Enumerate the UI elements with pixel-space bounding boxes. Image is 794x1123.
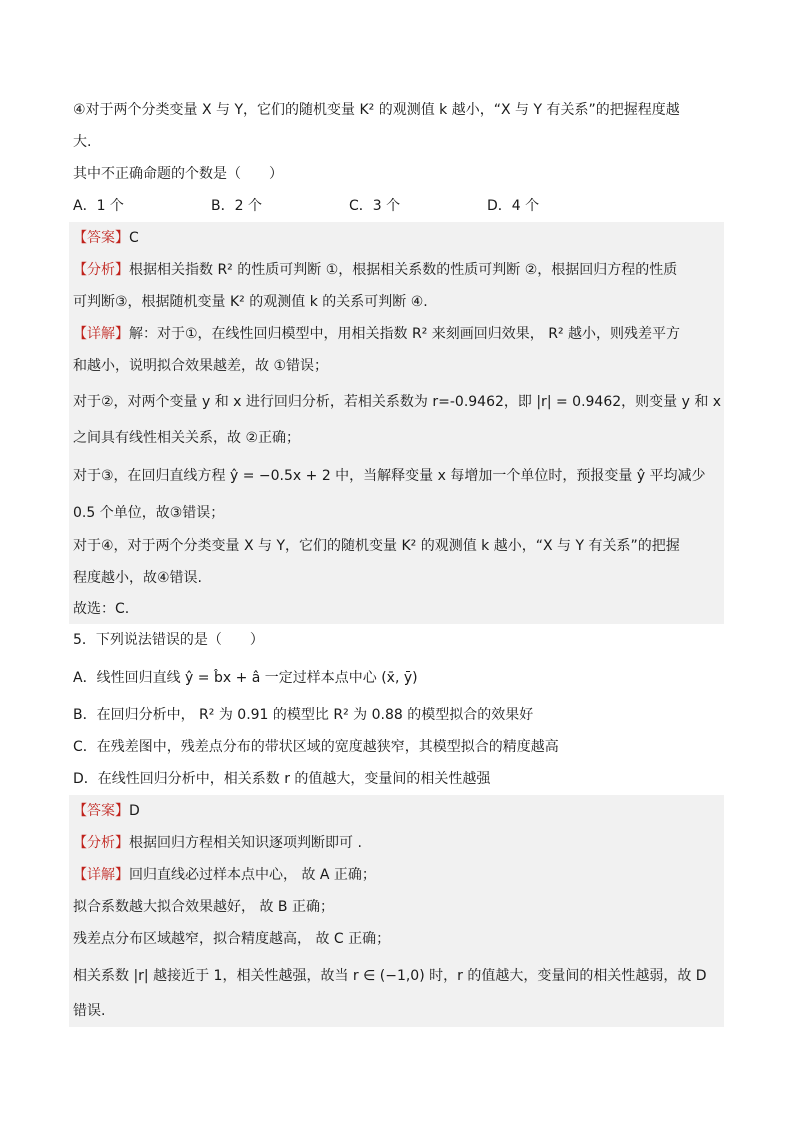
q4-choice: 故选：C. [73, 601, 130, 617]
q4-option-d: D．4 个 [487, 198, 540, 214]
q4-option-b: B．2 个 [211, 198, 262, 214]
analysis-tag: 【分析】 [73, 835, 129, 851]
q5-option-b: B．在回归分析中， R² 为 0.91 的模型比 R² 为 0.88 的模型拟合的效果好 [73, 707, 534, 723]
q4-detail-line8: 程度越小，故④错误. [73, 570, 203, 586]
q5-answer-line [73, 801, 724, 821]
q4-option-c: C．3 个 [349, 198, 401, 214]
q5-option-a: A．线性回归直线 ŷ = b̂x + â 一定过样本点中心 (x̄, ȳ) [73, 670, 418, 686]
q4-statement-4-line1: ④对于两个分类变量 X 与 Y，它们的随机变量 K² 的观测值 k 越小，“X 与 Y 有关系”的把握程度越 [73, 102, 680, 118]
q4-answer-line [73, 228, 724, 248]
q4-detail-line3: 对于②，对两个变量 y 和 x 进行回归分析，若相关系数为 r=-0.9462，即 |r| = 0.9462，则变量 y 和 x [73, 394, 722, 410]
q5-stem: 5．下列说法错误的是（ ） [73, 632, 264, 648]
q4-statement-4-line2: 大. [73, 134, 92, 150]
q4-stem: 其中不正确命题的个数是（ ） [73, 166, 283, 182]
q5-detail-line5: 错误. [73, 1003, 106, 1019]
q4-detail-line6: 0.5 个单位，故③错误； [73, 505, 225, 521]
q5-option-d: D．在线性回归分析中，相关系数 r 的值越大，变量间的相关性越强 [73, 771, 491, 787]
q4-detail-line2: 和越小，说明拟合效果越差，故 ①错误； [73, 358, 328, 374]
q4-analysis-text: 根据相关指数 R² 的性质可判断 ①，根据相关系数的性质可判断 ②，根据回归方程的性质 [129, 262, 678, 278]
detail-tag: 【详解】 [73, 867, 129, 883]
q4-detail-line5: 对于③，在回归直线方程 ŷ = −0.5x + 2 中，当解释变量 x 每增加一个单位时，预报变量 ŷ 平均减少 [73, 468, 706, 484]
q5-detail-text: 回归直线必过样本点中心， 故 A 正确； [129, 867, 376, 883]
q5-option-c: C．在残差图中，残差点分布的带状区域的宽度越狭窄，其模型拟合的精度越高 [73, 739, 559, 755]
q5-answer: D [129, 803, 140, 819]
q4-analysis-line2: 可判断③，根据随机变量 K² 的观测值 k 的关系可判断 ④. [73, 294, 428, 310]
q4-detail-line7: 对于④，对于两个分类变量 X 与 Y，它们的随机变量 K² 的观测值 k 越小，“X 与 Y 有关系”的把握 [73, 538, 680, 554]
q4-analysis-line1 [73, 260, 724, 280]
q5-analysis-text: 根据回归方程相关知识逐项判断即可 . [129, 835, 362, 851]
q4-option-a: A．1 个 [73, 198, 124, 214]
answer-tag: 【答案】 [73, 803, 129, 819]
q4-answer: C [129, 230, 139, 246]
detail-tag: 【详解】 [73, 326, 129, 342]
q5-detail-line2: 拟合系数越大拟合效果越好， 故 B 正确； [73, 899, 334, 915]
q5-detail-line1 [73, 865, 724, 885]
solution-block-q4 [69, 222, 724, 624]
q4-detail-line4: 之间具有线性相关关系，故 ②正确； [73, 430, 301, 446]
q4-detail-line1 [73, 324, 724, 344]
q5-detail-line3: 残差点分布区域越窄，拟合精度越高， 故 C 正确； [73, 931, 391, 947]
analysis-tag: 【分析】 [73, 262, 129, 278]
q5-detail-line4: 相关系数 |r| 越接近于 1，相关性越强，故当 r ∈ (−1,0) 时，r 的值越大，变量间的相关性越弱，故 D [73, 968, 707, 984]
q5-analysis-line [73, 833, 724, 853]
q4-detail-text: 解：对于①，在线性回归模型中，用相关指数 R² 来刻画回归效果， R² 越小，则残差平方 [129, 326, 681, 342]
answer-tag: 【答案】 [73, 230, 129, 246]
